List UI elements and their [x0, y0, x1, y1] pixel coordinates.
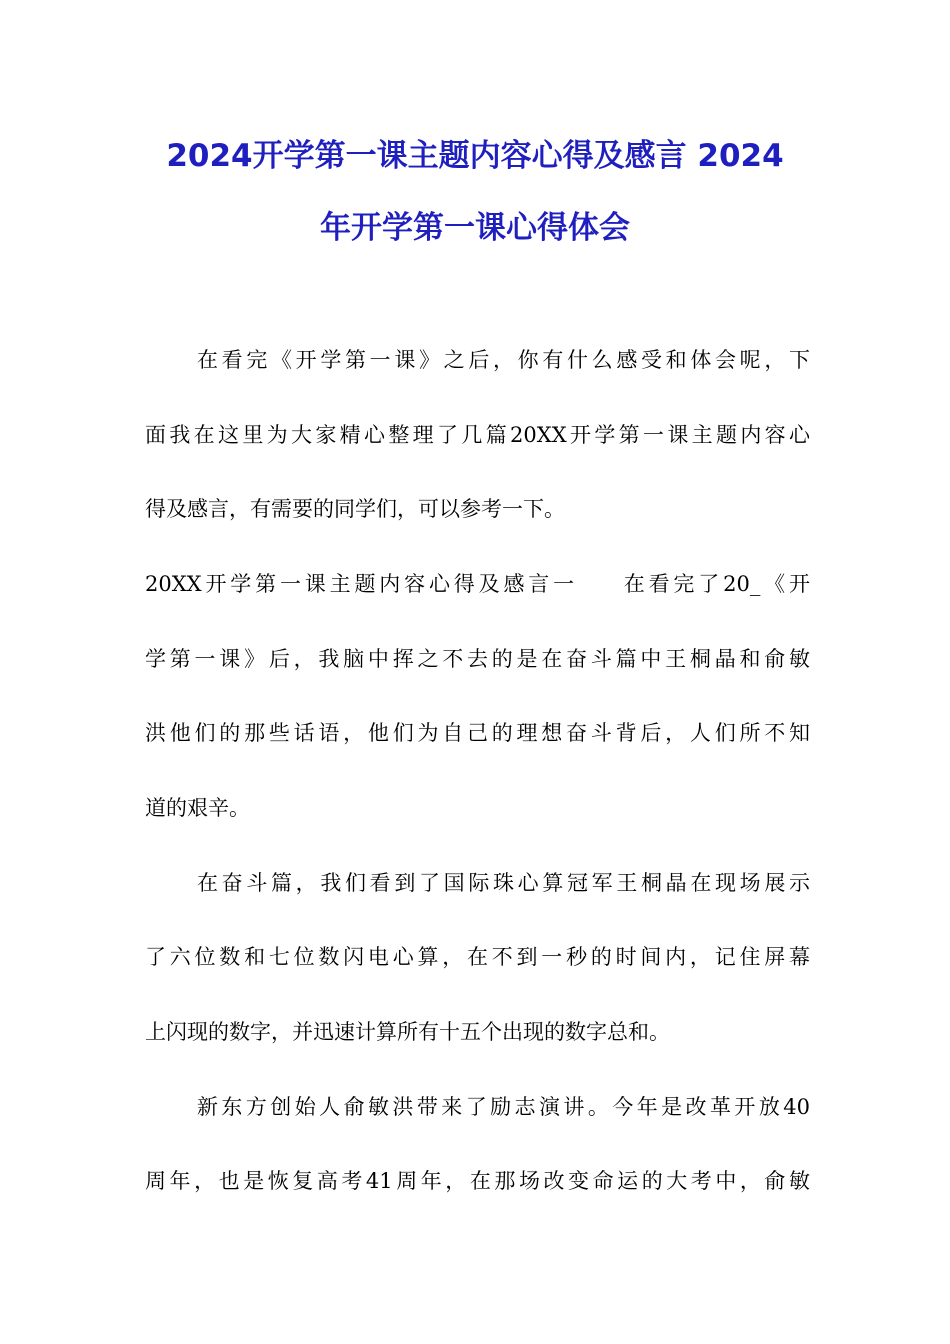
paragraph-2-line-4: 道的艰辛。	[145, 796, 250, 820]
paragraph-2-line-1	[145, 569, 810, 599]
paragraph-3-line-2: 了六位数和七位数闪电心算，在不到一秒的时间内，记住屏幕	[145, 945, 810, 969]
document-title-line-2: 年开学第一课心得体会	[320, 210, 630, 246]
paragraph-2-line-1-rest: 在看完了20_《开	[619, 572, 810, 596]
document-title-line-1: 2024开学第一课主题内容心得及感言 2024	[166, 138, 784, 174]
paragraph-2-line-3: 洪他们的那些话语，他们为自己的理想奋斗背后，人们所不知	[145, 721, 810, 745]
paragraph-4-line-1: 新东方创始人俞敏洪带来了励志演讲。今年是改革开放40	[197, 1095, 810, 1119]
section-heading: 20XX开学第一课主题内容心得及感言一	[145, 572, 578, 596]
paragraph-3-line-1: 在奋斗篇，我们看到了国际珠心算冠军王桐晶在现场展示	[197, 871, 810, 895]
paragraph-3-line-3: 上闪现的数字，并迅速计算所有十五个出现的数字总和。	[145, 1020, 670, 1044]
paragraph-4-line-2: 周年，也是恢复高考41周年，在那场改变命运的大考中，俞敏	[145, 1169, 810, 1193]
paragraph-1-line-2: 面我在这里为大家精心整理了几篇20XX开学第一课主题内容心	[145, 423, 810, 447]
paragraph-1-line-3: 得及感言，有需要的同学们，可以参考一下。	[145, 497, 565, 521]
paragraph-2-line-2: 学第一课》后，我脑中挥之不去的是在奋斗篇中王桐晶和俞敏	[145, 647, 810, 671]
paragraph-1-line-1: 在看完《开学第一课》之后，你有什么感受和体会呢，下	[197, 348, 810, 372]
